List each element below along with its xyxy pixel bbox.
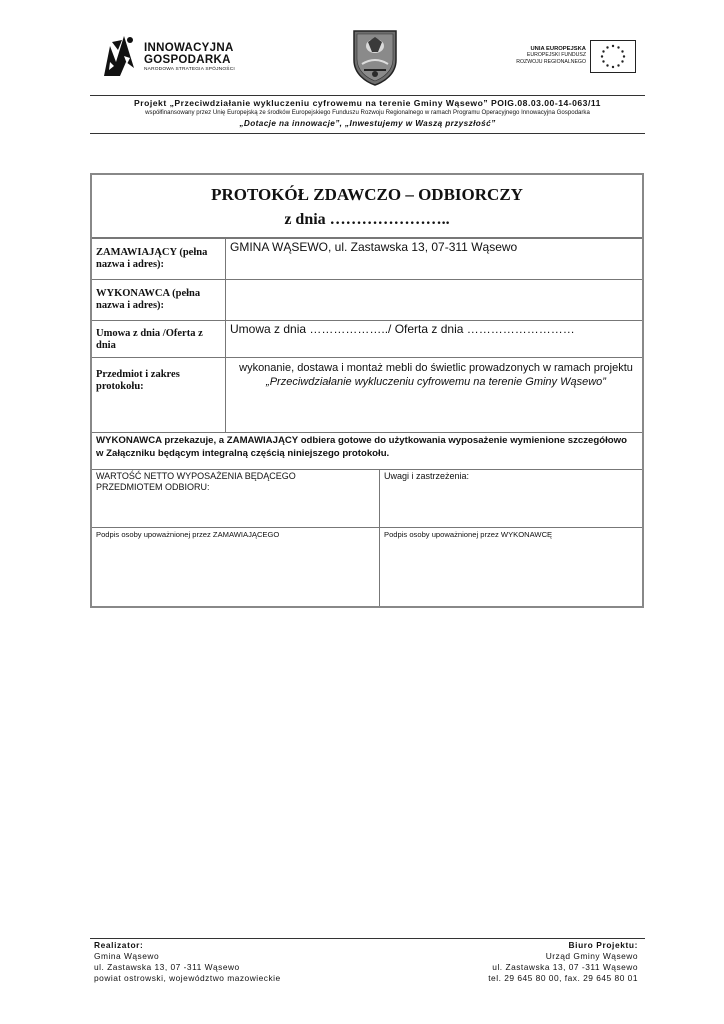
- footer-divider: [90, 938, 645, 939]
- column-divider: [225, 237, 226, 432]
- declaration-line2: w Załączniku będącym integralną częścią niniejszego protokołu.: [96, 447, 390, 459]
- subject-value-line1: wykonanie, dostawa i montaż mebli do świetlic prowadzonych w ramach projektu: [239, 362, 633, 374]
- ig-logo-text: [144, 42, 234, 66]
- net-value-label: [96, 471, 296, 493]
- form-title: PROTOKÓŁ ZDAWCZO – ODBIORCZY: [211, 185, 523, 204]
- remarks-label: Uwagi i zastrzeżenia:: [384, 471, 470, 481]
- footer-right-line2: ul. Zastawska 13, 07 -311 Wąsewo: [492, 962, 638, 972]
- row-divider: [92, 527, 642, 528]
- ig-emblem-icon: [100, 32, 140, 78]
- header-divider-bottom: [90, 133, 645, 134]
- eu-logo-line3: ROZWOJU REGIONALNEGO: [516, 58, 586, 65]
- coat-of-arms-icon: [350, 28, 400, 86]
- footer-right-line1: Urząd Gminy Wąsewo: [545, 951, 638, 961]
- footer-project-office: [488, 940, 638, 984]
- footer-left-line2: ul. Zastawska 13, 07 -311 Wąsewo: [94, 962, 240, 972]
- contract-date-label: Umowa z dnia /Oferta z dnia: [96, 328, 203, 351]
- column-divider: [379, 469, 380, 606]
- row-divider: [92, 432, 642, 433]
- row-divider: [92, 469, 642, 470]
- declaration-line1: WYKONAWCA przekazuje, a ZAMAWIAJĄCY odbiera gotowe do użytkowania wyposażenie wymienione szczegółowo: [96, 435, 627, 446]
- innowacyjna-gospodarka-logo: [100, 32, 260, 78]
- row-divider: [92, 320, 642, 321]
- client-label: ZAMAWIAJĄCY (pełna nazwa i adres):: [96, 247, 208, 270]
- ig-logo-line2: GOSPODARKA: [144, 54, 231, 66]
- eu-flag-icon: [590, 40, 636, 73]
- project-title-line: Projekt „Przeciwdziałanie wykluczeniu cyfrowemu na terenie Gminy Wąsewo” POIG.08.03.00-14-063/11: [134, 98, 601, 108]
- form-date-line: z dnia …………………..: [284, 211, 450, 228]
- contract-date-value: Umowa z dnia ………………../ Oferta z dnia ………………………: [230, 322, 575, 336]
- contractor-label: WYKONAWCA (pełna nazwa i adres):: [96, 288, 201, 311]
- row-divider: [92, 237, 642, 239]
- row-divider: [92, 357, 642, 358]
- ig-logo-tagline: NARODOWA STRATEGIA SPÓJNOŚCI: [144, 67, 235, 72]
- handover-declaration: [96, 435, 636, 460]
- ig-logo-line1: INNOWACYJNA: [144, 42, 234, 54]
- header-divider-top: [90, 95, 645, 96]
- cofinance-line: współfinansowany przez Unię Europejską ze środków Europejskiego Funduszu Rozwoju Regionalnego w ramach Programu Operacyjnego Innowacyjna Gospodarka: [145, 109, 590, 116]
- footer-right-line3: tel. 29 645 80 00, fax. 29 645 80 01: [488, 973, 638, 983]
- eu-logo-line2: EUROPEJSKI FUNDUSZ: [526, 52, 586, 59]
- footer-left-line3: powiat ostrowski, województwo mazowieckie: [94, 973, 281, 983]
- contractor-signature-label: Podpis osoby upoważnionej przez WYKONAWCĘ: [384, 530, 553, 539]
- footer-right-heading: Biuro Projektu:: [568, 940, 638, 950]
- footer-realizator: [94, 940, 281, 984]
- subject-value: [230, 361, 642, 389]
- subject-label: Przedmiot i zakres protokołu:: [96, 369, 180, 392]
- net-value-label-line2: PRZEDMIOTEM ODBIORU:: [96, 482, 210, 492]
- eu-logo-line1: UNIA EUROPEJSKA: [530, 46, 586, 52]
- footer-left-heading: Realizator:: [94, 940, 144, 950]
- footer-left-line1: Gmina Wąsewo: [94, 951, 160, 961]
- client-signature-label: Podpis osoby upoważnionej przez ZAMAWIAJĄCEGO: [96, 530, 280, 539]
- net-value-label-line1: WARTOŚĆ NETTO WYPOSAŻENIA BĘDĄCEGO: [96, 471, 296, 481]
- eu-fund-logo: [500, 40, 636, 74]
- eu-logo-text: [516, 46, 586, 65]
- subject-value-project-name: „Przeciwdziałanie wykluczeniu cyfrowemu na terenie Gminy Wąsewo”: [266, 376, 606, 388]
- handover-protocol-form: [90, 173, 644, 608]
- row-divider: [92, 279, 642, 280]
- client-value: GMINA WĄSEWO, ul. Zastawska 13, 07-311 Wąsewo: [230, 240, 518, 254]
- slogan-line: „Dotacje na innowacje”, „Inwestujemy w Waszą przyszłość”: [239, 119, 496, 128]
